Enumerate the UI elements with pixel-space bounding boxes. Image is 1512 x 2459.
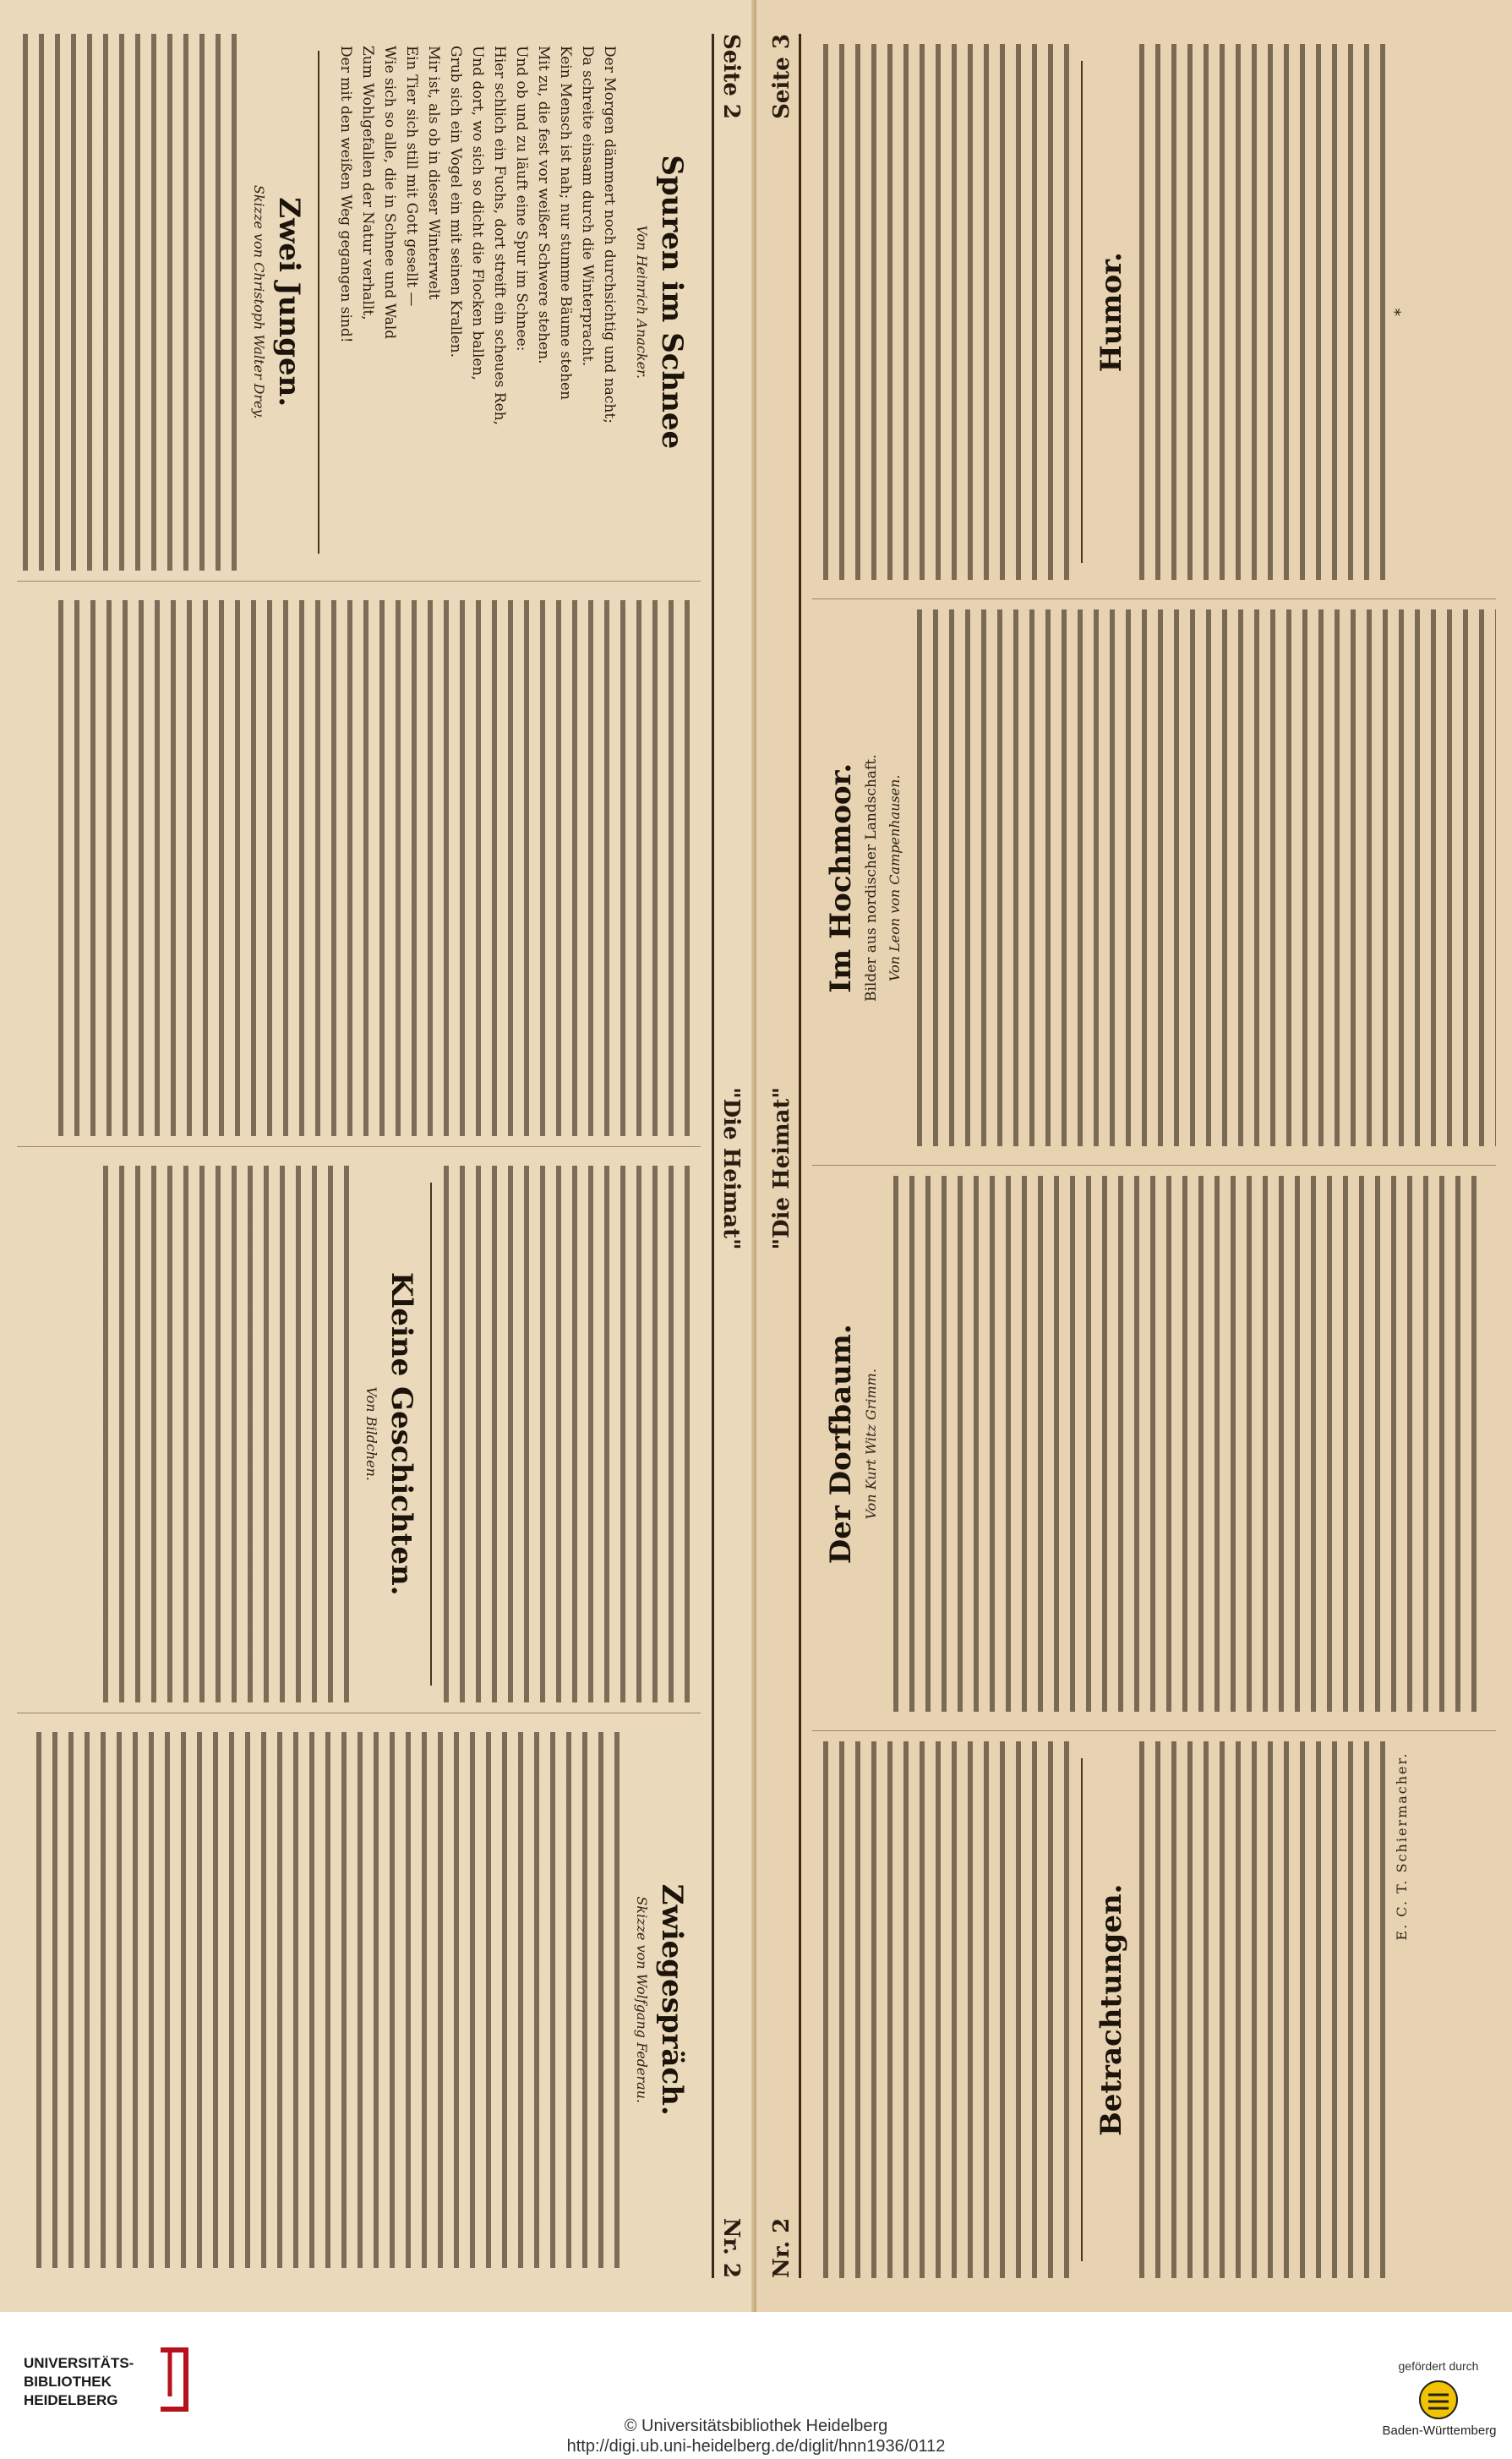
left-column-2 — [17, 600, 701, 1148]
library-logo-icon — [156, 2346, 190, 2413]
copyright-notice — [473, 2416, 1039, 2456]
copyright-text: © Universitätsbibliothek Heidelberg — [624, 2417, 888, 2435]
library-name-line: UNIVERSITÄTS- — [24, 2355, 134, 2371]
sponsor-name: Baden-Württemberg — [1382, 2423, 1497, 2438]
article-author: Von Kurt Witz Grimm. — [863, 1369, 879, 1520]
right-column-3 — [812, 599, 1496, 1147]
article-author: Von Bildchen. — [363, 1386, 379, 1481]
article-title: Betrachtungen. — [1094, 1883, 1128, 2137]
article-title: Der Dorfbaum. — [824, 1324, 858, 1565]
poem-line: Und dort, wo sich so dicht die Flocken ballen, — [469, 46, 486, 380]
article-title: Humor. — [1094, 252, 1128, 373]
section-divider — [1081, 1759, 1083, 2262]
left-paper-name: "Die Heimat" — [718, 1087, 744, 1250]
section-divider — [1081, 61, 1083, 564]
poem-line: Der mit den weißen Weg gegangen sind! — [337, 46, 354, 343]
coat-of-arms-icon — [1418, 2380, 1459, 2420]
article-body-text — [887, 1176, 1479, 1713]
article-body-text — [817, 44, 1071, 581]
article-body-text — [53, 600, 696, 1137]
right-column-4 — [812, 34, 1496, 581]
article-subtitle: Bilder aus nordischer Landschaft. — [863, 754, 880, 1003]
library-logo-text — [24, 2354, 150, 2410]
section-star: * — [1392, 308, 1410, 316]
section-divider — [318, 51, 319, 554]
right-page — [756, 0, 1512, 2312]
article-title: Zwiegespräch. — [655, 1883, 689, 2116]
poem-line: Wie sich so alle, die in Schnee und Wald — [381, 46, 398, 340]
left-page — [0, 0, 756, 2312]
poem-line: Ein Tier sich still mit Gott gesellt — — [403, 46, 420, 307]
left-column-1 — [17, 34, 701, 582]
article-author: Skizze von Christoph Walter Drey. — [251, 184, 267, 419]
right-column-2 — [812, 1165, 1496, 1713]
article-body-text — [911, 610, 1496, 1147]
right-page-header — [765, 34, 801, 2278]
poem-line: Zum Wohlgefallen der Natur verhallt, — [359, 46, 376, 320]
article-body-text — [1133, 44, 1387, 581]
article-body-text — [442, 1166, 696, 1702]
poem-line: Da schreite einsam durch die Winterpracht. — [579, 46, 596, 367]
right-page-label: Seite 3 — [769, 34, 794, 119]
article-body-text — [34, 1732, 625, 2269]
article-author: Von Heinrich Anacker. — [634, 225, 650, 380]
poem-line: Grub sich ein Vogel ein mit seinen Krallen. — [447, 46, 464, 358]
article-author: Skizze von Wolfgang Federau. — [634, 1896, 650, 2104]
poem-line: Kein Mensch ist nah; nur stumme Bäume stehen — [557, 46, 574, 401]
poem — [330, 34, 625, 571]
left-issue-number: Nr. 2 — [718, 2217, 744, 2278]
article-title: Kleine Geschichten. — [385, 1271, 418, 1596]
article-title: Im Hochmoor. — [824, 762, 858, 993]
article-title: Spuren im Schnee — [655, 155, 689, 450]
library-name-line: HEIDELBERG — [24, 2392, 118, 2408]
poem-line: Der Morgen dämmert noch durchsichtig und nacht; — [601, 46, 618, 423]
left-column-4 — [17, 1732, 701, 2279]
article-body-text — [101, 1166, 355, 1702]
right-paper-name: "Die Heimat" — [769, 1087, 794, 1250]
library-name-line: BIBLIOTHEK — [24, 2374, 112, 2390]
article-body-text — [817, 1742, 1071, 2279]
article-body-text — [17, 34, 243, 571]
article-signature: E. C. T. Schiermacher. — [1394, 1751, 1410, 1941]
poem-line: Hier schlich ein Fuchs, dort streift ein scheues Reh, — [491, 46, 508, 426]
poem-line: Mir ist, als ob in dieser Winterwelt — [425, 46, 442, 300]
left-page-label: Seite 2 — [718, 34, 744, 119]
poem-line: Mit zu, die fest vor weißer Schwere stehen. — [535, 46, 552, 364]
right-issue-number: Nr. 2 — [769, 2217, 794, 2278]
permalink[interactable]: http://digi.ub.uni-heidelberg.de/diglit/hnn1936/0112 — [566, 2437, 946, 2456]
article-author: Von Leon von Campenhausen. — [887, 774, 903, 981]
article-body-text — [1133, 1742, 1387, 2279]
left-column-3 — [17, 1166, 701, 1713]
sponsor-label: gefördert durch — [1398, 2359, 1479, 2373]
section-divider — [430, 1183, 432, 1686]
article-title: Zwei Jungen. — [272, 197, 306, 407]
viewer-footer — [0, 2312, 1512, 2459]
poem-line: Und ob und zu läuft eine Spur im Schnee: — [513, 46, 530, 352]
left-page-header — [712, 34, 748, 2278]
right-column-1 — [812, 1731, 1496, 2279]
